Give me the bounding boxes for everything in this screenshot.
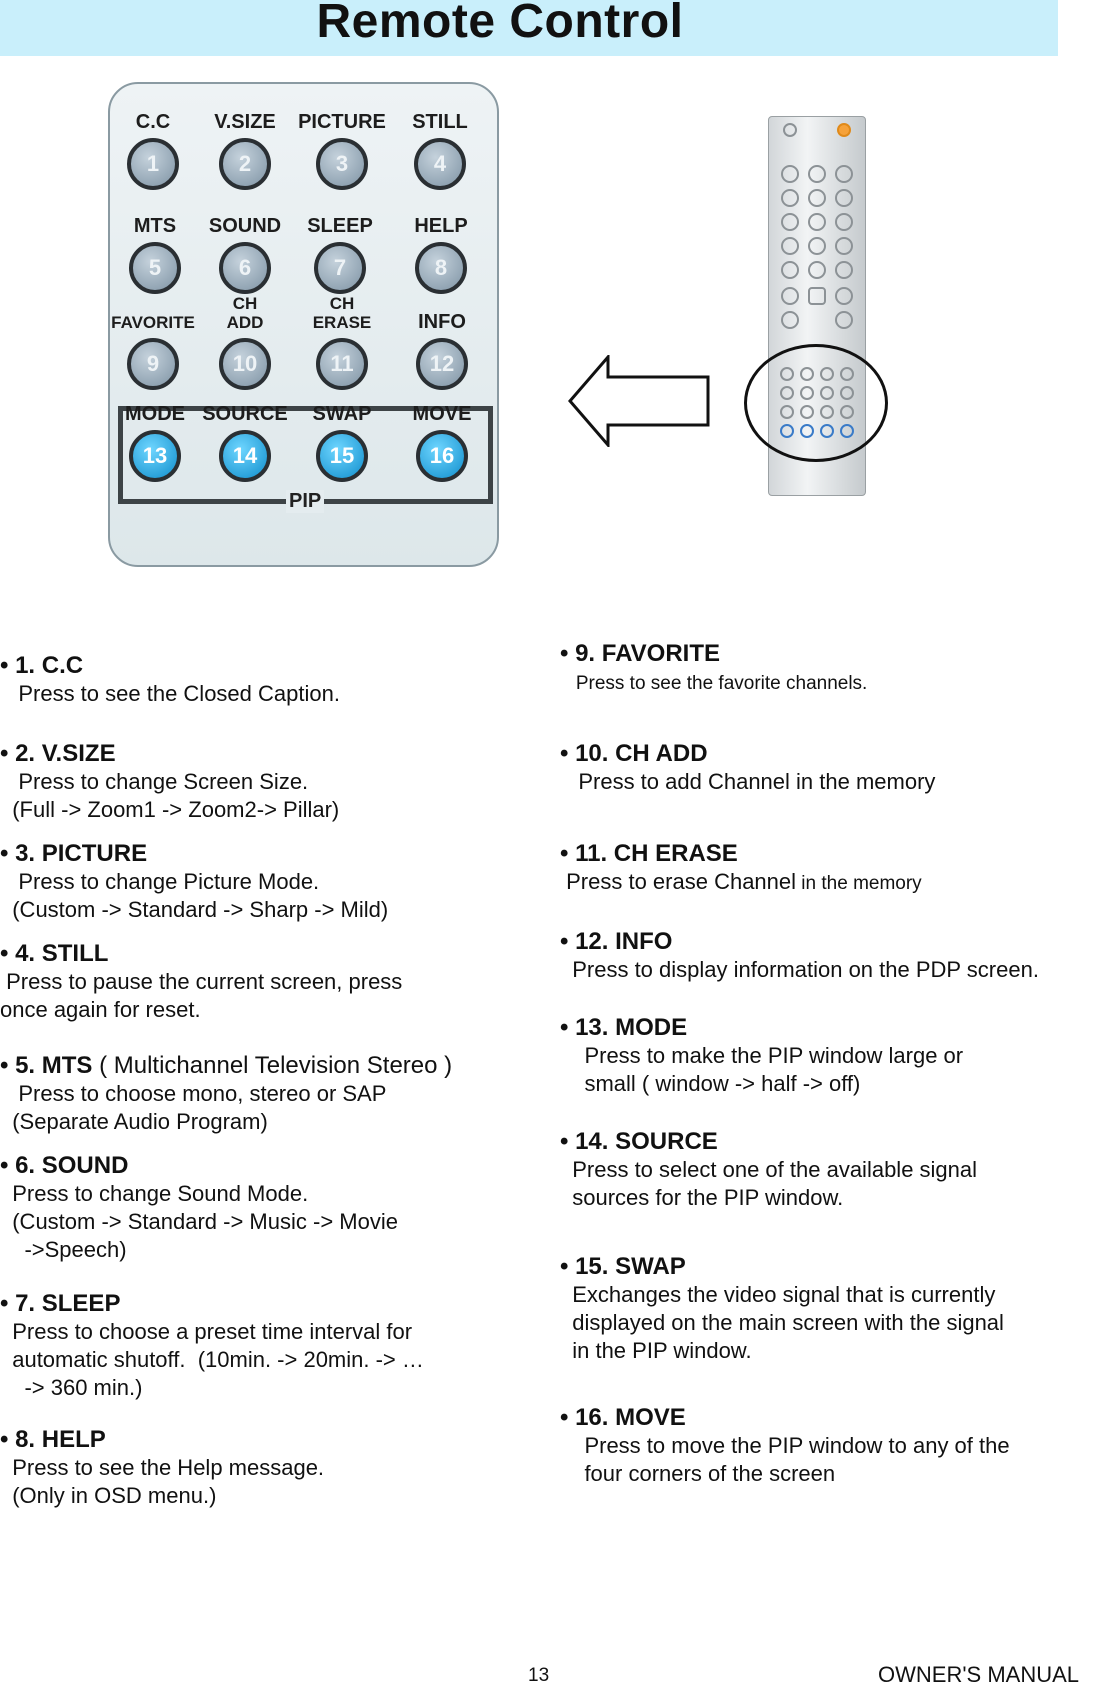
key-label: SOURCE (202, 403, 288, 425)
entry-mode (560, 1014, 963, 1098)
entry-text: Press to choose mono, stereo or SAP (Separate Audio Program) (12, 1081, 387, 1134)
key-move[interactable] (397, 384, 487, 482)
key-still[interactable] (395, 92, 485, 190)
entry-text: Press to see the Help message. (Only in OSD menu.) (12, 1455, 325, 1508)
key-label: MODE (125, 403, 185, 425)
entry-title: • 10. CH ADD (560, 740, 708, 767)
key-button[interactable]: 12 (416, 338, 468, 390)
entry-title: • 2. V.SIZE (0, 740, 116, 767)
key-label: CH ERASE (312, 294, 372, 332)
remote-closeup (108, 82, 499, 567)
key-ch-add[interactable] (200, 292, 290, 390)
key-button[interactable]: 5 (129, 242, 181, 294)
key-button[interactable]: 15 (316, 430, 368, 482)
entry-sound (0, 1152, 398, 1264)
entry-text: Press to move the PIP window to any of the four corners of the screen (584, 1433, 1010, 1486)
entry-title: • 15. SWAP (560, 1253, 686, 1280)
entry-title: • 7. SLEEP (0, 1290, 121, 1317)
entry-help (0, 1426, 324, 1510)
entry-text: Press to make the PIP window large or small ( window -> half -> off) (584, 1043, 964, 1096)
page-title: Remote Control (316, 0, 684, 48)
key-label: V.SIZE (214, 111, 276, 133)
key-label: MTS (133, 215, 177, 237)
entry-title: • 14. SOURCE (560, 1128, 718, 1155)
key-label: MOVE (412, 403, 472, 425)
key-label: HELP (414, 215, 468, 237)
entry-still (0, 940, 402, 1024)
key-sound[interactable] (200, 196, 290, 294)
entry-title: • 4. STILL (0, 940, 109, 967)
entry-text: Press to choose a preset time interval for automatic shutoff. (10min. -> 20min. -> … -> 360 min.) (12, 1319, 424, 1400)
entry-text: Press to see the favorite channels. (560, 673, 868, 694)
key-label: INFO (418, 311, 466, 333)
key-mts[interactable] (110, 196, 200, 294)
key-cc[interactable] (108, 92, 198, 190)
pip-label: PIP (286, 490, 324, 513)
entry-picture (0, 840, 388, 924)
key-sleep[interactable] (295, 196, 385, 294)
key-button[interactable]: 10 (219, 338, 271, 390)
entry-title: • 5. MTS (0, 1052, 93, 1079)
entry-vsize (0, 740, 339, 824)
entry-text: Press to add Channel in the memory (560, 769, 936, 794)
key-favorite[interactable] (108, 292, 198, 390)
key-button[interactable]: 4 (414, 138, 466, 190)
key-label: STILL (412, 111, 468, 133)
entry-text: Press to change Screen Size. (Full -> Zoom1 -> Zoom2-> Pillar) (12, 769, 340, 822)
key-source[interactable] (200, 384, 290, 482)
entry-title: • 11. CH ERASE (560, 840, 738, 867)
key-label: SOUND (208, 215, 282, 237)
arrow-left-icon (568, 355, 710, 447)
entry-favorite (560, 640, 867, 698)
key-button[interactable]: 3 (316, 138, 368, 190)
entry-sleep (0, 1290, 424, 1402)
key-button[interactable]: 14 (219, 430, 271, 482)
entry-text-small: in the memory (796, 873, 922, 894)
key-button[interactable]: 13 (129, 430, 181, 482)
entry-title: • 12. INFO (560, 928, 673, 955)
entry-text: Press to select one of the available signal sources for the PIP window. (572, 1157, 978, 1210)
page-number: 13 (528, 1665, 550, 1686)
entry-ch-add (560, 740, 935, 796)
title-banner (0, 0, 1058, 56)
key-button[interactable]: 11 (316, 338, 368, 390)
key-vsize[interactable] (200, 92, 290, 190)
key-label: PICTURE (298, 111, 386, 133)
key-button[interactable]: 2 (219, 138, 271, 190)
entry-mts (0, 1052, 452, 1136)
key-button[interactable]: 1 (127, 138, 179, 190)
key-label: SWAP (312, 403, 372, 425)
entry-text: Press to change Picture Mode. (Custom -> Standard -> Sharp -> Mild) (12, 869, 389, 922)
entry-swap (560, 1253, 1004, 1365)
key-label: C.C (135, 111, 171, 133)
footer-label: OWNER'S MANUAL (878, 1662, 1079, 1687)
key-label: FAVORITE (111, 313, 195, 332)
key-button[interactable]: 16 (416, 430, 468, 482)
entry-title: • 3. PICTURE (0, 840, 148, 867)
entry-title: • 1. C.C (0, 652, 84, 679)
key-mode[interactable] (110, 384, 200, 482)
entry-text: Press to see the Closed Caption. (0, 681, 340, 706)
key-button[interactable]: 6 (219, 242, 271, 294)
entry-ch-erase (560, 840, 922, 898)
entry-cc (0, 652, 340, 708)
entry-text: Press to display information on the PDP screen. (560, 957, 1039, 982)
key-ch-erase[interactable] (297, 292, 387, 390)
entry-title: • 6. SOUND (0, 1152, 129, 1179)
entry-title-extra: ( Multichannel Television Stereo ) (92, 1052, 453, 1079)
entry-move (560, 1404, 1010, 1488)
key-swap[interactable] (297, 384, 387, 482)
key-label: SLEEP (307, 215, 373, 237)
key-picture[interactable] (297, 92, 387, 190)
entry-info (560, 928, 1039, 984)
highlight-circle (744, 344, 888, 462)
key-button[interactable]: 8 (415, 242, 467, 294)
key-help[interactable] (396, 196, 486, 294)
key-label: CH ADD (226, 294, 264, 332)
entry-text: Exchanges the video signal that is currently displayed on the main screen with the signal in the PIP window. (572, 1282, 1004, 1363)
entry-text: Press to erase Channel (560, 869, 797, 894)
entry-title: • 13. MODE (560, 1014, 688, 1041)
entry-text: Press to change Sound Mode. (Custom -> Standard -> Music -> Movie ->Speech) (12, 1181, 398, 1262)
entry-title: • 16. MOVE (560, 1404, 686, 1431)
key-info[interactable] (397, 292, 487, 390)
key-button[interactable]: 9 (127, 338, 179, 390)
key-button[interactable]: 7 (314, 242, 366, 294)
entry-source (560, 1128, 977, 1212)
entry-title: • 8. HELP (0, 1426, 106, 1453)
entry-title: • 9. FAVORITE (560, 640, 720, 667)
entry-text: Press to pause the current screen, press once again for reset. (0, 969, 403, 1022)
